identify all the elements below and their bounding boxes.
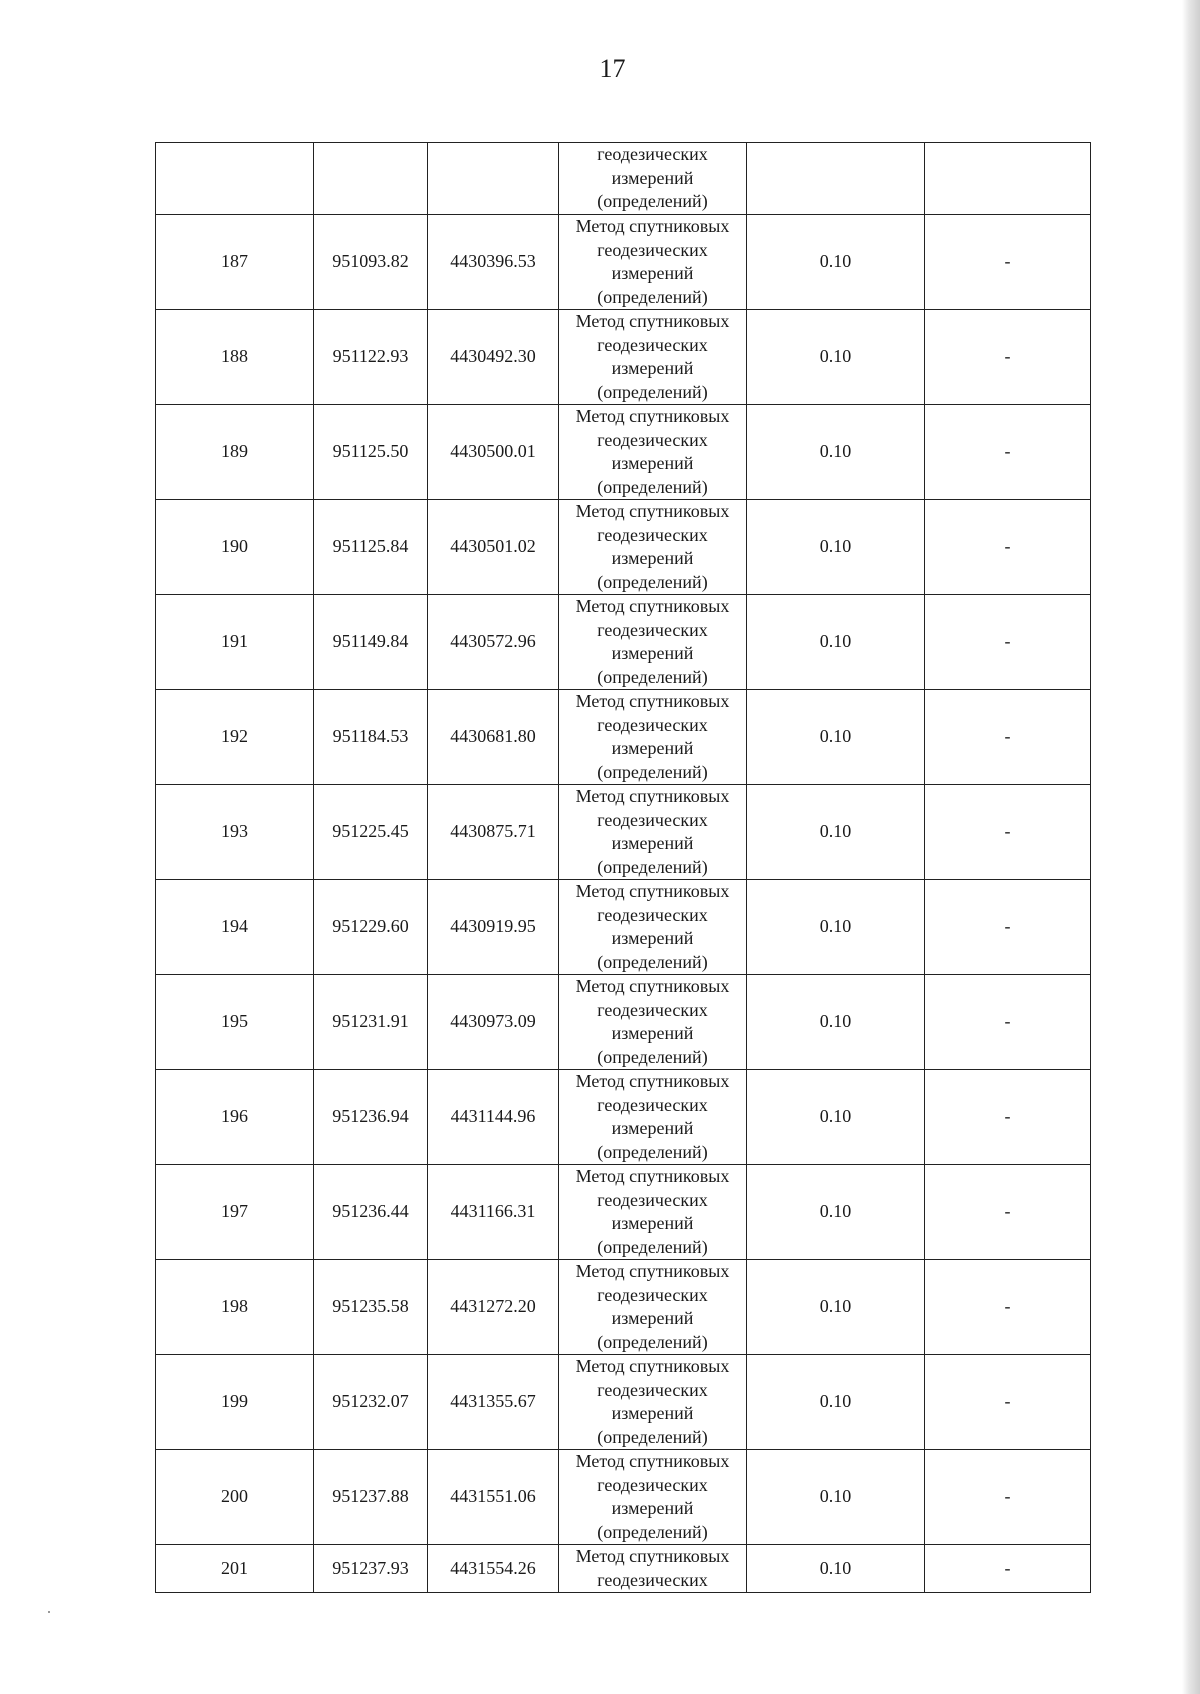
accuracy-cell: 0.10 xyxy=(747,975,925,1070)
x-coordinate-cell: 951237.88 xyxy=(314,1450,428,1545)
method-line: измерений xyxy=(611,1498,694,1518)
accuracy-cell: 0.10 xyxy=(747,310,925,405)
y-coordinate-cell: 4430500.01 xyxy=(428,405,559,500)
method-line: измерений xyxy=(611,1023,694,1043)
method-cell xyxy=(559,880,747,975)
method-line: измерений xyxy=(611,928,694,948)
description-cell: - xyxy=(925,975,1091,1070)
point-number-cell: 194 xyxy=(156,880,314,975)
y-coordinate-cell: 4430501.02 xyxy=(428,500,559,595)
point-number-cell: 201 xyxy=(156,1545,314,1593)
method-cell xyxy=(559,405,747,500)
method-cell xyxy=(559,500,747,595)
point-number-cell: 196 xyxy=(156,1070,314,1165)
method-line: (определений) xyxy=(597,951,708,972)
method-line: геодезических xyxy=(597,144,708,165)
method-line: (определений) xyxy=(597,286,708,307)
empty-cell xyxy=(156,143,314,215)
accuracy-cell: 0.10 xyxy=(747,785,925,880)
method-line: Метод спутниковых xyxy=(575,406,730,426)
table-row xyxy=(156,405,1091,500)
method-cell xyxy=(559,1260,747,1355)
x-coordinate-cell: 951125.84 xyxy=(314,500,428,595)
y-coordinate-cell: 4430681.80 xyxy=(428,690,559,785)
description-cell: - xyxy=(925,1070,1091,1165)
accuracy-cell: 0.10 xyxy=(747,500,925,595)
method-line: Метод спутниковых xyxy=(575,596,730,616)
method-line: геодезических xyxy=(597,1379,708,1400)
table-row xyxy=(156,880,1091,975)
method-cell xyxy=(559,310,747,405)
point-number-cell: 190 xyxy=(156,500,314,595)
table-body xyxy=(156,143,1091,1593)
accuracy-cell: 0.10 xyxy=(747,880,925,975)
point-number-cell: 188 xyxy=(156,310,314,405)
method-cell xyxy=(559,975,747,1070)
description-cell: - xyxy=(925,1260,1091,1355)
x-coordinate-cell: 951149.84 xyxy=(314,595,428,690)
x-coordinate-cell: 951184.53 xyxy=(314,690,428,785)
description-cell: - xyxy=(925,215,1091,310)
method-line: измерений xyxy=(611,1213,694,1233)
method-line: геодезических xyxy=(597,1094,708,1115)
point-number-cell: 187 xyxy=(156,215,314,310)
accuracy-cell: 0.10 xyxy=(747,690,925,785)
method-line: геодезических xyxy=(597,429,708,450)
y-coordinate-cell: 4431554.26 xyxy=(428,1545,559,1593)
x-coordinate-cell: 951229.60 xyxy=(314,880,428,975)
method-line: (определений) xyxy=(597,191,708,212)
method-line: измерений xyxy=(611,833,694,853)
accuracy-cell: 0.10 xyxy=(747,1545,925,1593)
description-cell: - xyxy=(925,310,1091,405)
continuation-row xyxy=(156,143,1091,215)
accuracy-cell: 0.10 xyxy=(747,1355,925,1450)
table-row xyxy=(156,1260,1091,1355)
table-row xyxy=(156,215,1091,310)
y-coordinate-cell: 4430875.71 xyxy=(428,785,559,880)
point-number-cell: 189 xyxy=(156,405,314,500)
x-coordinate-cell: 951232.07 xyxy=(314,1355,428,1450)
x-coordinate-cell: 951125.50 xyxy=(314,405,428,500)
method-line: (определений) xyxy=(597,1046,708,1067)
description-cell: - xyxy=(925,1545,1091,1593)
empty-cell xyxy=(925,143,1091,215)
method-line: геодезических xyxy=(597,809,708,830)
method-line: Метод спутниковых xyxy=(575,976,730,996)
empty-cell xyxy=(314,143,428,215)
method-cell xyxy=(559,1165,747,1260)
method-cell xyxy=(559,143,747,215)
coordinates-table xyxy=(155,142,1091,1593)
method-line: Метод спутниковых xyxy=(575,311,730,331)
x-coordinate-cell: 951231.91 xyxy=(314,975,428,1070)
method-line: Метод спутниковых xyxy=(575,1166,730,1186)
description-cell: - xyxy=(925,405,1091,500)
point-number-cell: 200 xyxy=(156,1450,314,1545)
x-coordinate-cell: 951235.58 xyxy=(314,1260,428,1355)
method-line: (определений) xyxy=(597,1426,708,1447)
method-cell xyxy=(559,785,747,880)
method-line: Метод спутниковых xyxy=(575,1071,730,1091)
table-row xyxy=(156,595,1091,690)
y-coordinate-cell: 4430919.95 xyxy=(428,880,559,975)
y-coordinate-cell: 4431166.31 xyxy=(428,1165,559,1260)
method-line: геодезических xyxy=(597,1569,708,1590)
method-line: измерений xyxy=(611,738,694,758)
method-line: (определений) xyxy=(597,1236,708,1257)
y-coordinate-cell: 4430973.09 xyxy=(428,975,559,1070)
method-line: (определений) xyxy=(597,381,708,402)
description-cell: - xyxy=(925,1165,1091,1260)
method-line: Метод спутниковых xyxy=(575,216,730,236)
description-cell: - xyxy=(925,1355,1091,1450)
page-number: 17 xyxy=(599,54,626,83)
method-line: геодезических xyxy=(597,524,708,545)
x-coordinate-cell: 951093.82 xyxy=(314,215,428,310)
x-coordinate-cell: 951225.45 xyxy=(314,785,428,880)
x-coordinate-cell: 951122.93 xyxy=(314,310,428,405)
method-line: измерений xyxy=(611,358,694,378)
y-coordinate-cell: 4431551.06 xyxy=(428,1450,559,1545)
method-line: (определений) xyxy=(597,666,708,687)
table-row xyxy=(156,1355,1091,1450)
method-line: Метод спутниковых xyxy=(575,691,730,711)
accuracy-cell: 0.10 xyxy=(747,1450,925,1545)
description-cell: - xyxy=(925,1450,1091,1545)
method-line: Метод спутниковых xyxy=(575,1261,730,1281)
method-line: измерений xyxy=(611,1118,694,1138)
method-line: измерений xyxy=(611,548,694,568)
table-row xyxy=(156,1545,1091,1593)
method-line: (определений) xyxy=(597,761,708,782)
method-line: (определений) xyxy=(597,1141,708,1162)
table-row xyxy=(156,1070,1091,1165)
y-coordinate-cell: 4431272.20 xyxy=(428,1260,559,1355)
point-number-cell: 199 xyxy=(156,1355,314,1450)
method-line: (определений) xyxy=(597,571,708,592)
description-cell: - xyxy=(925,880,1091,975)
point-number-cell: 197 xyxy=(156,1165,314,1260)
method-line: геодезических xyxy=(597,334,708,355)
method-line: измерений xyxy=(611,453,694,473)
method-line: измерений xyxy=(611,263,694,283)
point-number-cell: 198 xyxy=(156,1260,314,1355)
table-row xyxy=(156,500,1091,595)
description-cell: - xyxy=(925,785,1091,880)
method-line: геодезических xyxy=(597,1474,708,1495)
method-cell xyxy=(559,595,747,690)
table-row xyxy=(156,310,1091,405)
method-cell xyxy=(559,1355,747,1450)
accuracy-cell: 0.10 xyxy=(747,595,925,690)
empty-cell xyxy=(428,143,559,215)
method-line: измерений xyxy=(611,643,694,663)
method-cell xyxy=(559,690,747,785)
y-coordinate-cell: 4431144.96 xyxy=(428,1070,559,1165)
method-line: Метод спутниковых xyxy=(575,786,730,806)
y-coordinate-cell: 4430492.30 xyxy=(428,310,559,405)
method-line: (определений) xyxy=(597,476,708,497)
table-row xyxy=(156,975,1091,1070)
x-coordinate-cell: 951237.93 xyxy=(314,1545,428,1593)
x-coordinate-cell: 951236.94 xyxy=(314,1070,428,1165)
y-coordinate-cell: 4430572.96 xyxy=(428,595,559,690)
method-line: (определений) xyxy=(597,1521,708,1542)
table-row xyxy=(156,1165,1091,1260)
y-coordinate-cell: 4430396.53 xyxy=(428,215,559,310)
method-line: геодезических xyxy=(597,714,708,735)
empty-cell xyxy=(747,143,925,215)
method-line: геодезических xyxy=(597,239,708,260)
accuracy-cell: 0.10 xyxy=(747,405,925,500)
point-number-cell: 192 xyxy=(156,690,314,785)
accuracy-cell: 0.10 xyxy=(747,1070,925,1165)
point-number-cell: 193 xyxy=(156,785,314,880)
method-line: Метод спутниковых xyxy=(575,1356,730,1376)
scan-speck xyxy=(48,1611,50,1613)
method-line: (определений) xyxy=(597,856,708,877)
method-cell xyxy=(559,215,747,310)
table-row xyxy=(156,690,1091,785)
description-cell: - xyxy=(925,690,1091,785)
method-line: (определений) xyxy=(597,1331,708,1352)
description-cell: - xyxy=(925,595,1091,690)
point-number-cell: 191 xyxy=(156,595,314,690)
method-cell xyxy=(559,1545,747,1593)
table-row xyxy=(156,785,1091,880)
x-coordinate-cell: 951236.44 xyxy=(314,1165,428,1260)
method-line: измерений xyxy=(611,1403,694,1423)
method-line: геодезических xyxy=(597,619,708,640)
accuracy-cell: 0.10 xyxy=(747,1165,925,1260)
method-line: геодезических xyxy=(597,904,708,925)
method-line: геодезических xyxy=(597,1189,708,1210)
method-line: геодезических xyxy=(597,1284,708,1305)
point-number-cell: 195 xyxy=(156,975,314,1070)
method-line: Метод спутниковых xyxy=(575,1546,730,1566)
description-cell: - xyxy=(925,500,1091,595)
method-line: геодезических xyxy=(597,999,708,1020)
method-line: Метод спутниковых xyxy=(575,881,730,901)
method-cell xyxy=(559,1450,747,1545)
accuracy-cell: 0.10 xyxy=(747,215,925,310)
scan-page-edge xyxy=(1182,0,1200,1694)
method-line: измерений xyxy=(611,1308,694,1328)
method-line: измерений xyxy=(611,167,694,188)
method-line: Метод спутниковых xyxy=(575,501,730,521)
table-row xyxy=(156,1450,1091,1545)
accuracy-cell: 0.10 xyxy=(747,1260,925,1355)
method-cell xyxy=(559,1070,747,1165)
y-coordinate-cell: 4431355.67 xyxy=(428,1355,559,1450)
method-line: Метод спутниковых xyxy=(575,1451,730,1471)
